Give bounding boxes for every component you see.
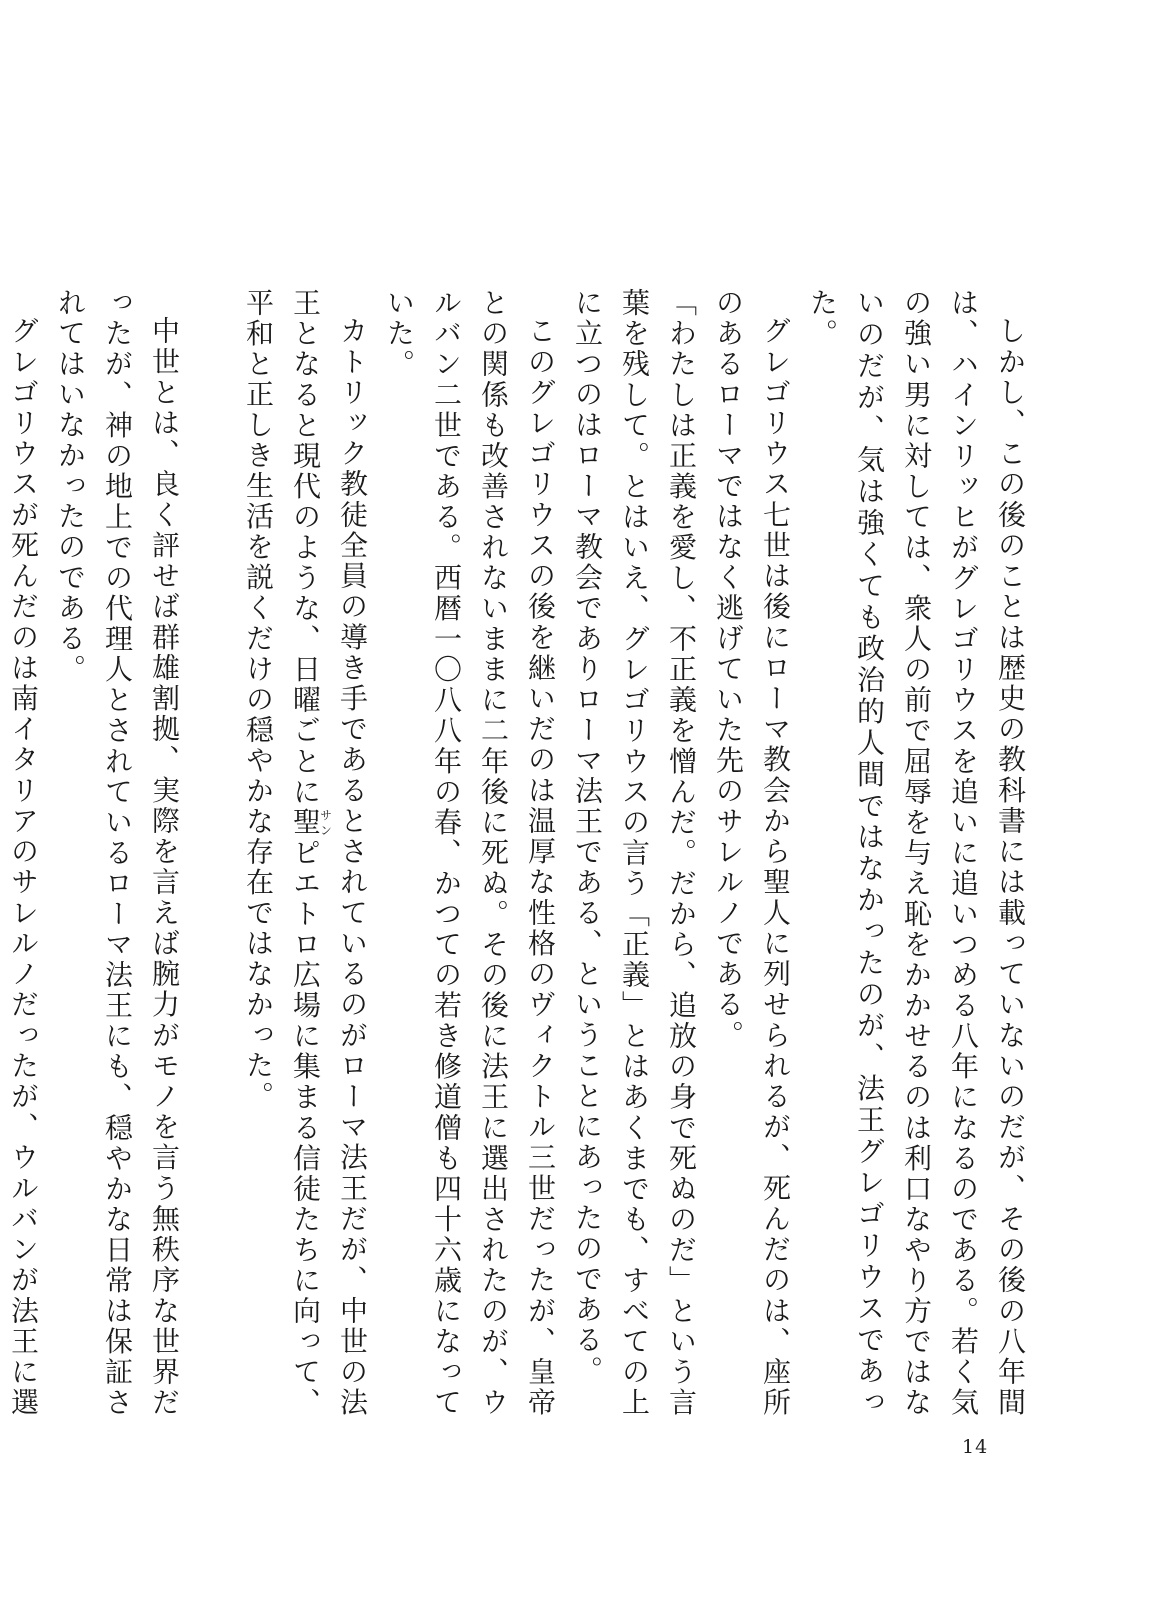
paragraph-5-before-ruby: カトリック教徒全員の導き手であるとされているのがローマ法王だが、中世の法王となると現代のような、日曜ごとに bbox=[289, 288, 369, 1418]
paragraph-5-after-ruby: ピエトロ広場に集まる信徒たちに向って、平和と正しき生活を説くだけの穏やかな存在ではなかった。 bbox=[242, 288, 322, 1419]
vertical-body-text bbox=[7, 288, 1034, 1419]
paragraph-6: 中世とは、良く評せば群雄割拠、実際を言えば腕力がモノを言う無秩序な世界だったが、神の地上での代理人とされているローマ法王にも、穏やかな日常は保証されてはいなかったのである。 bbox=[54, 288, 181, 1418]
ruby-san bbox=[289, 807, 333, 838]
paragraph-2: グレゴリウス七世は後にローマ教会から聖人に列せられるが、死んだのは、座所のあるローマではなく逃げていた先のサレルノである。 bbox=[712, 288, 792, 1418]
page-number: 14 bbox=[962, 1436, 989, 1458]
paragraph-1: しかし、この後のことは歴史の教科書には載っていないのだが、その後の八年間は、ハインリッヒがグレゴリウスを追いに追いつめる八年になるのである。若く気の強い男に対しては、衆人の前で屈辱を与え恥をかかせるのは利口なやり方ではないのだが、気は強くても政治的人間ではなかったのが、法王グレゴリウスであった。 bbox=[806, 288, 1027, 1418]
paragraph-7: グレゴリウスが死んだのは南イタリアのサレルノだったが、ウルバンが法王に選 bbox=[7, 316, 40, 1418]
paragraph-4: このグレゴリウスの後を継いだのは温厚な性格のヴィクトル三世だったが、皇帝との関係も改善されないままに二年後に死ぬ。その後に法王に選出されたのが、ウルバン二世である。西暦一〇八八年の春、かつての若き修道僧も四十六歳になっていた。 bbox=[383, 288, 557, 1418]
ruby-reading: サン bbox=[318, 807, 333, 838]
paragraph-3-quote: 「わたしは正義を愛し、不正義を憎んだ。だから、追放の身で死ぬのだ」という言葉を残して。とはいえ、グレゴリウスの言う「正義」とはあくまでも、すべての上に立つのはローマ教会でありローマ法王である、ということにあったのである。 bbox=[571, 288, 698, 1418]
ruby-base: 聖 bbox=[289, 807, 322, 838]
paragraph-5 bbox=[235, 288, 376, 1418]
